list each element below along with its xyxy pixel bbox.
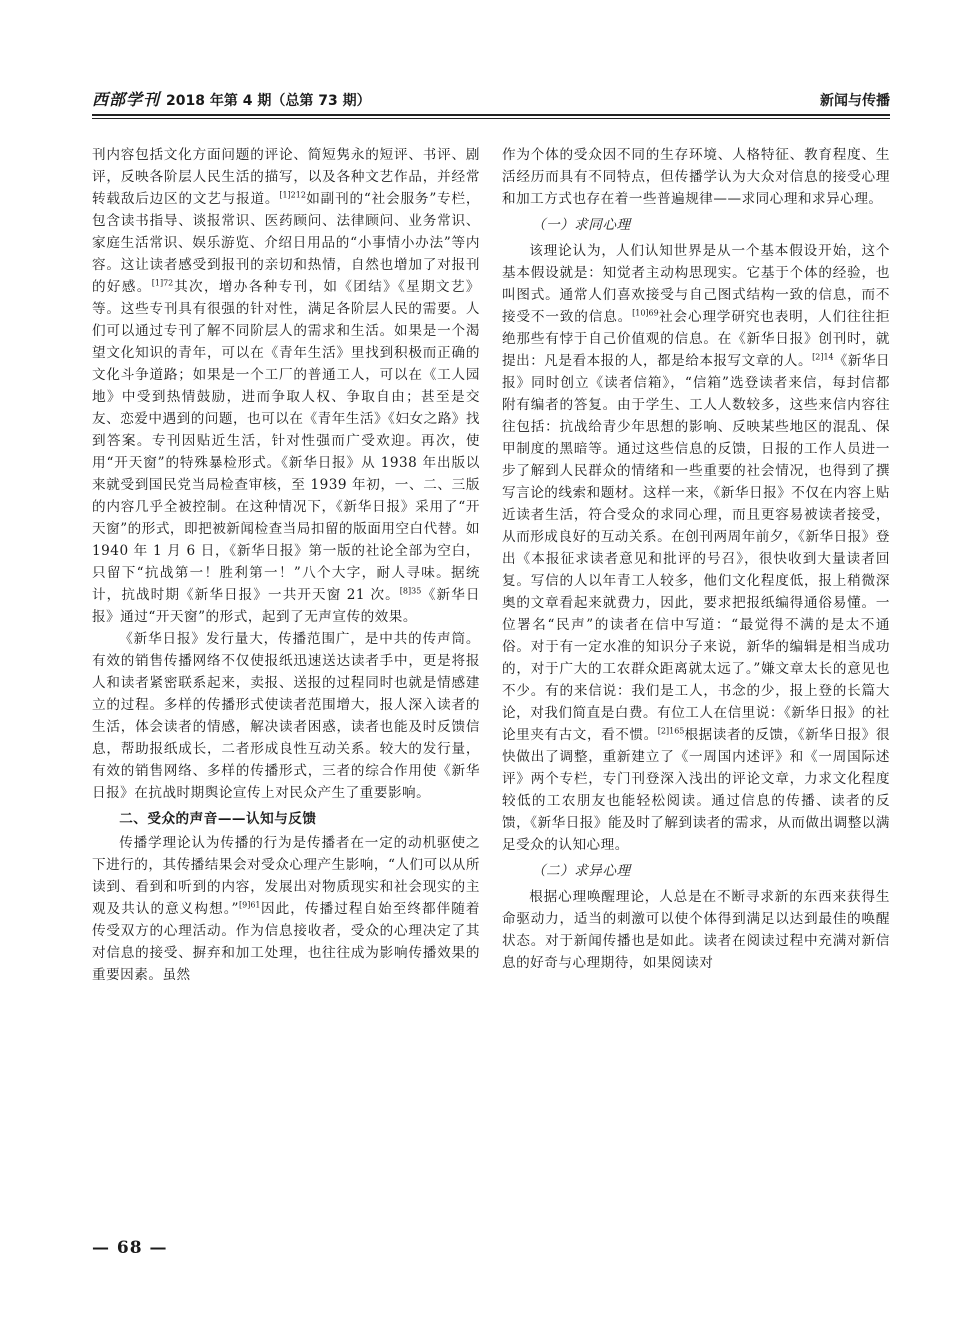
citation: [9]61 <box>238 900 261 910</box>
header-rule-thin <box>92 118 890 119</box>
journal-logo: 西部学刊 <box>92 90 161 109</box>
citation: [10]69 <box>632 308 659 318</box>
section-name: 新闻与传播 <box>820 93 890 109</box>
paragraph: 该理论认为，人们认知世界是从一个基本假设开始，这个基本假设就是：知觉者主动构思现实。它基于个体的经验，也叫图式。通常人们喜欢接受与自己图式结构一致的信息，而不接受不一致的信息。$^{[10]69}$社会心理学研究也表明，人们往往拒绝那些有悖于自己价值观的信息。在《新华日报》创刊时，就提出：凡是看本报的人，都是给本报写文章的人。$^{[2]14}$《新华日报》同时创立《读者信箱》，“信箱”选登读者来信，每封信都附有编者的答复。由于学生、工人人数较多，这些来信内容往往包括：抗战给青少年思想的影响、反映某些地区的混乱、保甲制度的黑暗等。通过这些信息的反馈，日报的工作人员进一步了解到人民群众的情绪和一些重要的社会情况，也得到了撰写言论的线索和题材。这样一来，《新华日报》不仅在内容上贴近读者生活，符合受众的求同心理，而且更容易被读者接受，从而形成良好的互动关系。在创刊两周年前夕，《新华日报》登出《本报征求读者意见和批评的号召》，很快收到大量读者回复。写信的人以年青工人较多，他们文化程度低，报上稍微深奥的文章看起来就费力，因此，要求把报纸编得通俗易懂。一位署名“民声”的读者在信中写道：“最觉得不满的是太不通俗。对于有一定水准的知识分子来说，新华的编辑是相当成功的，对于广大的工农群众距离就太远了。”嫌文章太长的意见也不少。有的来信说：我们是工人，书念的少，报上登的长篇大论，对我们简直是白费。有位工人在信里说：《新华日报》的社论里夹有古文，看不惯。$^{[2]165}$根据读者的反馈，《新华日报》很快做出了调整，重新建立了《一周国内述评》和《一周国际述评》两个专栏，专门刊登深入浅出的评论文章，力求文化程度较低的工农朋友也能轻松阅读。通过信息的传播、读者的反馈，《新华日报》能及时了解到读者的需求，从而做出调整以满足受众的认知心理。 <box>502 243 891 853</box>
running-header <box>92 88 890 110</box>
citation: [1]212 <box>279 190 306 200</box>
paragraph: 《新华日报》发行量大，传播范围广，是中共的传声筒。有效的销售传播网络不仅使报纸迅速送达读者手中，更是将报人和读者紧密联系起来，卖报、送报的过程同时也就是情感建立的过程。多样的传播形式使读者范围增大，报人深入读者的生活，体会读者的情感，解决读者困惑，读者也能及时反馈信息，帮助报纸成长，二者形成良性互动关系。较大的发行量，有效的销售网络、多样的传播形式，三者的综合作用使《新华日报》在抗战时期舆论宣传上对民众产生了重要影响。 <box>92 631 480 801</box>
section-heading: 二、受众的声音——认知与反馈 <box>119 811 317 827</box>
paragraph: 传播学理论认为传播的行为是传播者在一定的动机驱使之下进行的，其传播结果会对受众心理产生影响，“人们可以从所读到、看到和听到的内容，发展出对物质现实和社会现实的主观及共认的意义构想。”$^{[9]61}$因此，传播过程自始至终都伴随着传受双方的心理活动。作为信息接收者，受众的心理决定了其对信息的接受、摒弃和加工处理，也往往成为影响传播效果的重要因素。虽然 <box>92 835 480 983</box>
subsection-heading: （一）求同心理 <box>531 217 631 233</box>
page-number: — 68 — <box>92 1238 168 1258</box>
left-column <box>92 144 480 986</box>
subsection-heading: （二）求异心理 <box>531 863 631 879</box>
paragraph: 作为个体的受众因不同的生存环境、人格特征、教育程度、生活经历而具有不同特点，但传播学认为大众对信息的接受心理和加工方式也存在着一些普遍规律——求同心理和求异心理。 <box>502 147 890 207</box>
citation: [2]165 <box>657 726 685 736</box>
paragraph: 刊内容包括文化方面问题的评论、简短隽永的短评、书评、剧评，反映各阶层人民生活的描写，以及各种文艺作品，并经常转载敌后边区的文艺与报道。$^{[1]212}$如副刊的“社会服务”专栏，包含读书指导、谈报常识、医药顾问、法律顾问、业务常识、家庭生活常识、娱乐游览、介绍日用品的“小事情小办法”等内容。这让读者感受到报刊的亲切和热情，自然也增加了对报刊的好感。$^{[1]72}$其次，增办各种专刊，如《团结》《星期文艺》等。这些专刊具有很强的针对性，满足各阶层人民的需要。人们可以通过专刊了解不同阶层人的需求和生活。如果是一个渴望文化知识的青年，可以在《青年生活》里找到积极而正确的文化斗争道路；如果是一个工厂的普通工人，可以在《工人园地》中受到热情鼓励，进而争取人权、争取自由；甚至是交友、恋爱中遇到的问题，也可以在《青年生活》《妇女之路》找到答案。专刊因贴近生活，针对性强而广受欢迎。再次，使用“开天窗”的特殊暴检形式。《新华日报》从 1938 年出版以来就受到国民党当局检查审核，至 1939 年初，一、二、三版的内容几乎全被控制。在这种情况下，《新华日报》采用了“开天窗”的形式，即把被新闻检查当局扣留的版面用空白代替。如 1940 年 1 月 6 日，《新华日报》第一版的社论全部为空白，只留下“抗战第一！胜利第一！”八个大字，耐人寻味。据统计，抗战时期《新华日报》一共开天窗 21 次。$^{[8]35}$《新华日报》通过“开天窗”的形式，起到了无声宣传的效果。 <box>92 147 481 625</box>
header-left <box>92 87 371 110</box>
citation: [8]35 <box>399 586 422 596</box>
citation: [2]14 <box>812 352 834 362</box>
issue-info: 2018 年第 4 期（总第 73 期） <box>166 93 371 109</box>
paragraph: 根据心理唤醒理论，人总是在不断寻求新的东西来获得生命驱动力，适当的刺激可以使个体得到满足以达到最佳的唤醒状态。对于新闻传播也是如此。读者在阅读过程中充满对新信息的好奇与心理期待，如果阅读对 <box>502 889 890 971</box>
right-column <box>502 144 890 974</box>
header-rule <box>92 114 890 116</box>
citation: [1]72 <box>151 278 174 288</box>
